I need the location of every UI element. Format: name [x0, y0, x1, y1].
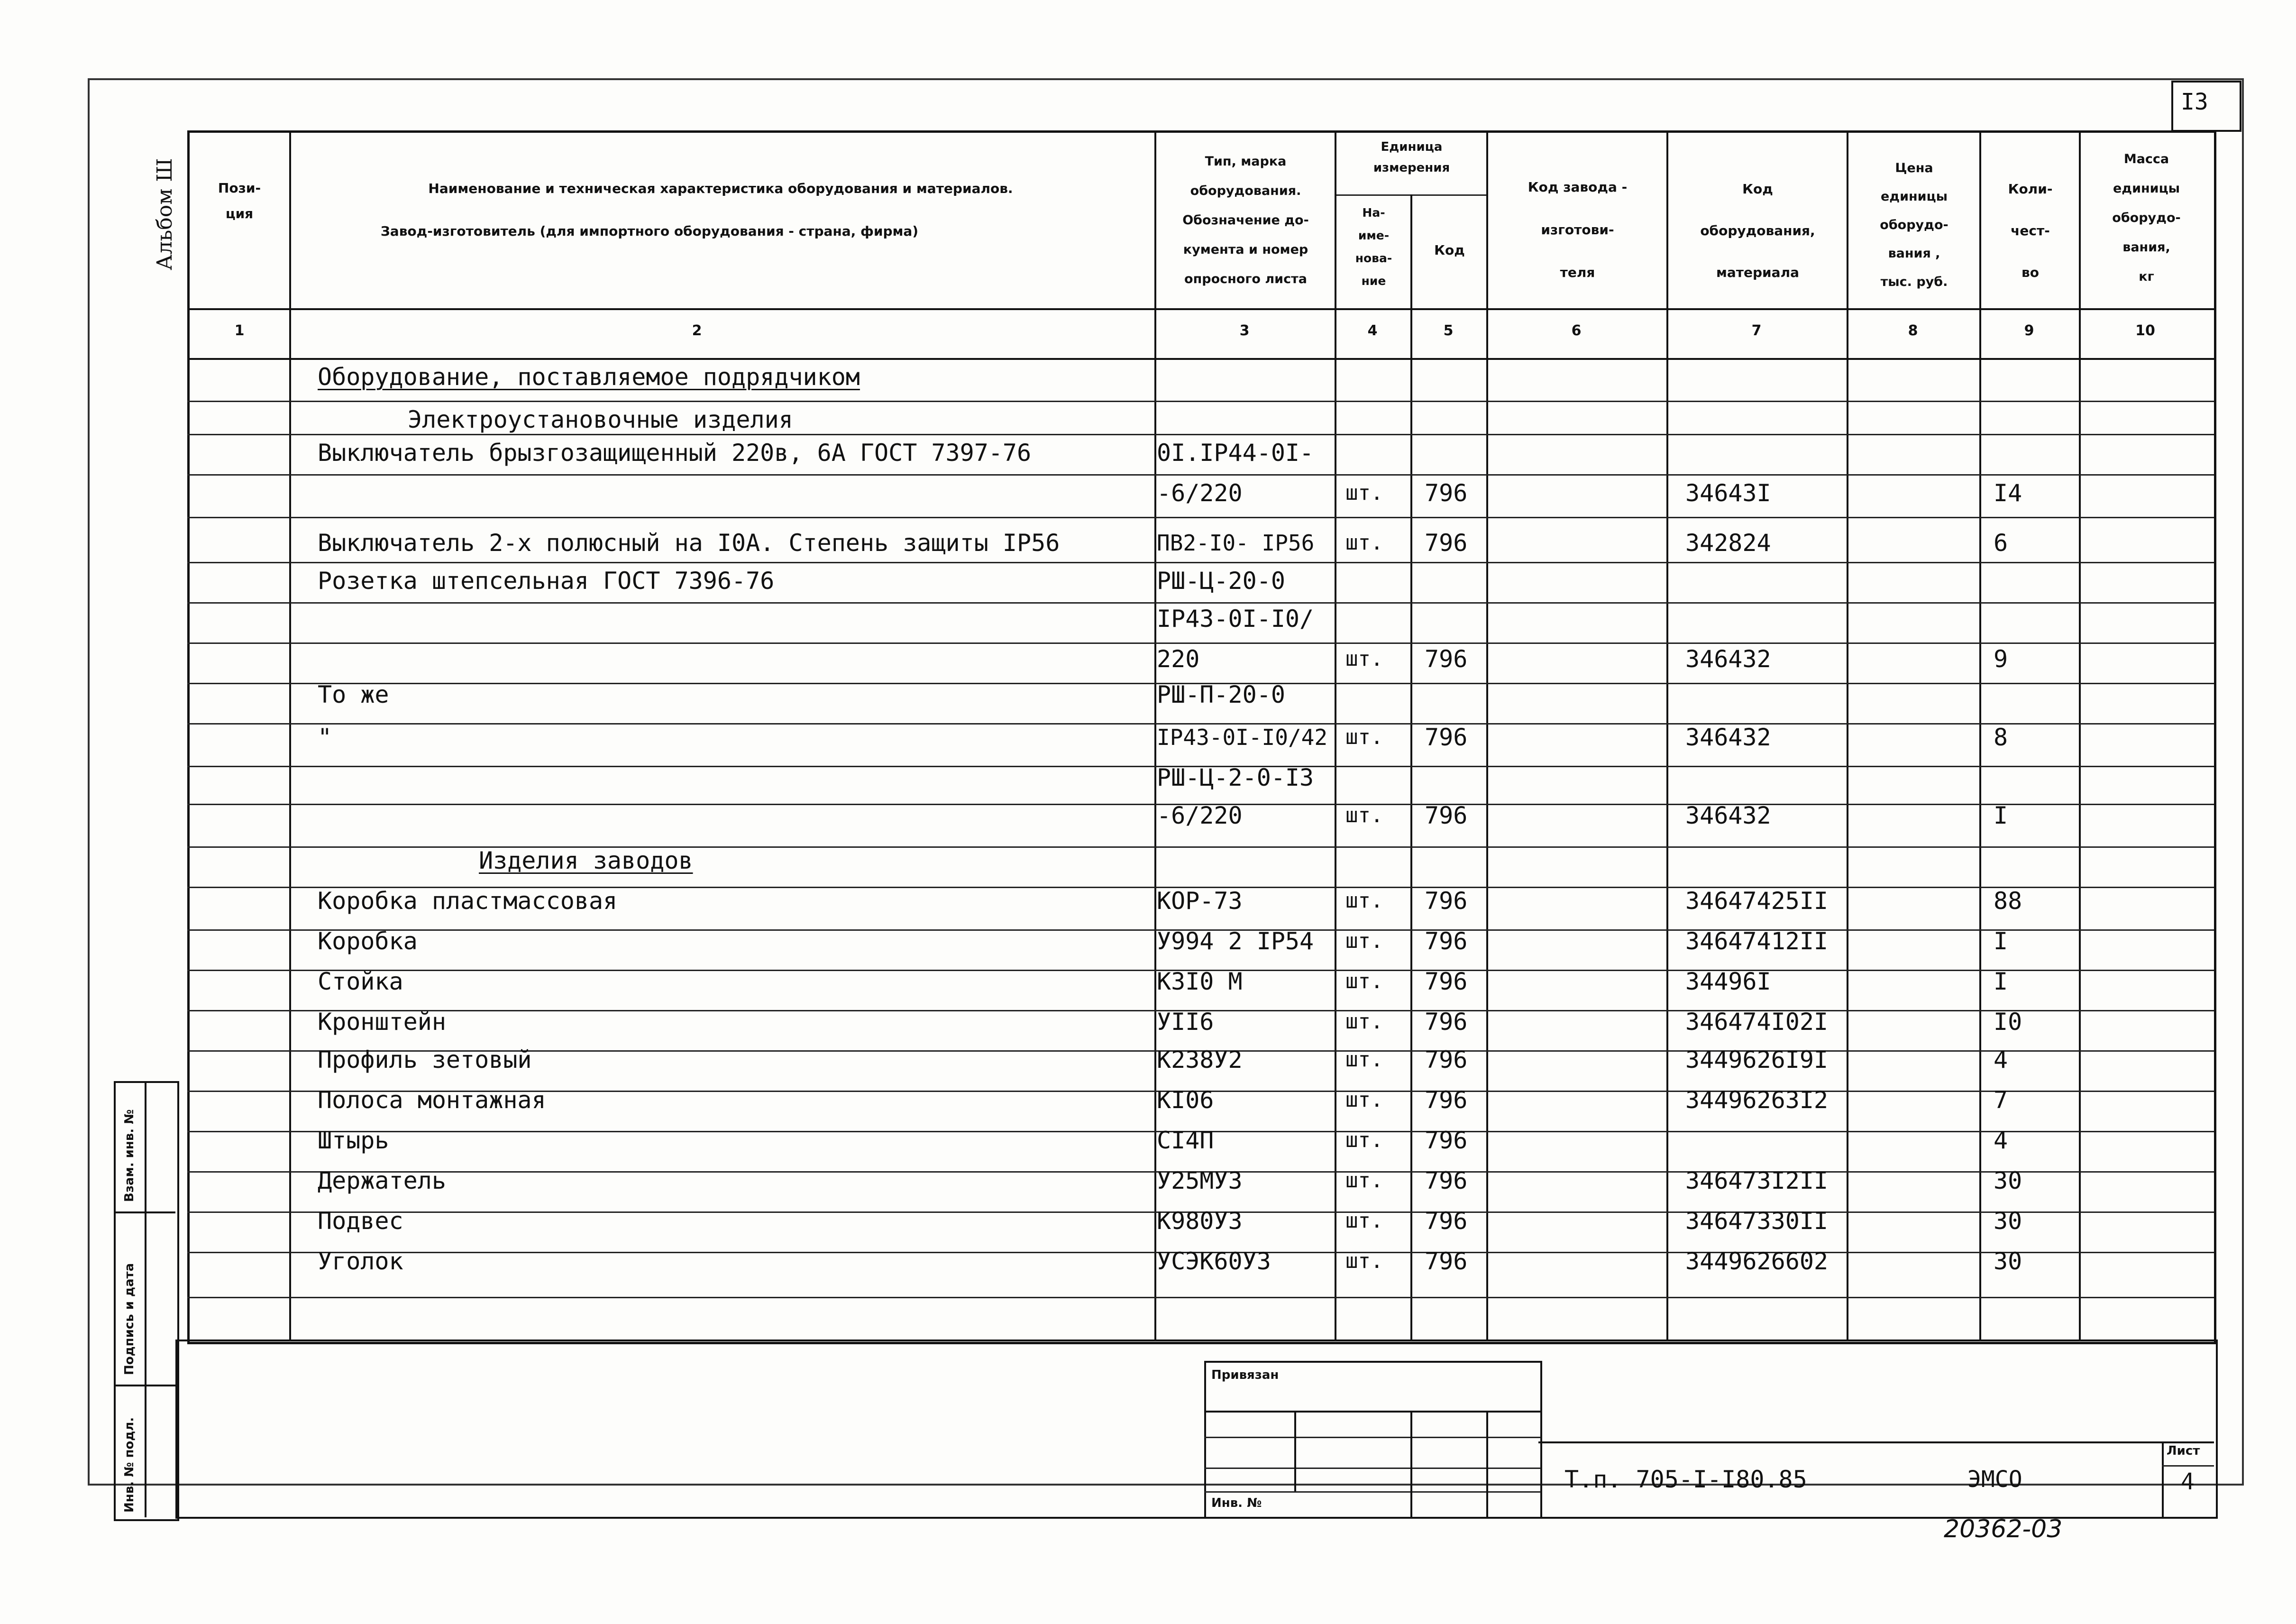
cell-qty: I4 [1994, 479, 2022, 507]
cell-qty: 9 [1994, 645, 2008, 673]
cell-qty: 8 [1994, 724, 2008, 751]
stamp-col-3 [1486, 1411, 1488, 1517]
colnum-6: 6 [1571, 322, 1582, 339]
cell-unit: шт. [1345, 803, 1383, 827]
cell-name: Коробка пластмассовая [318, 887, 618, 915]
cell-unit: шт. [1345, 1168, 1383, 1193]
cell-type: РШ-Ц-2-0-I3 [1157, 764, 1314, 791]
col-line-3 [1335, 130, 1336, 1340]
col-line-9 [2079, 130, 2081, 1340]
cell-code: 796 [1425, 479, 1468, 507]
cell-type: К3I0 М [1157, 968, 1243, 995]
cell-material: 342824 [1685, 529, 1771, 557]
cell-type: -6/220 [1157, 479, 1243, 507]
cell-material: 34496I [1685, 968, 1771, 995]
cell-material: 3449626I9I [1685, 1046, 1829, 1073]
cell-qty: 30 [1994, 1167, 2022, 1194]
side-stamp-divider [145, 1081, 146, 1517]
inv-no-label: Инв. № [1211, 1496, 1262, 1510]
side-label-vzam: Взам. инв. № [122, 1109, 137, 1202]
sheet-value: 4 [2181, 1468, 2195, 1495]
row-divider [187, 562, 2214, 563]
cell-code: 796 [1425, 529, 1468, 557]
cell-code: 796 [1425, 1008, 1468, 1036]
sheet-label: Лист [2167, 1444, 2200, 1458]
cell-qty: I [1994, 927, 2008, 955]
row-divider [187, 401, 2214, 402]
cell-code: 796 [1425, 1127, 1468, 1154]
cell-unit: шт. [1345, 889, 1383, 913]
cell-type: 0I.IP44-0I- [1157, 439, 1314, 467]
cell-qty: 30 [1994, 1207, 2022, 1235]
cell-code: 796 [1425, 645, 1468, 673]
cell-type: ПВ2-I0- IP56 [1157, 530, 1315, 556]
cell-type: РШ-Ц-20-0 [1157, 567, 1285, 595]
cell-unit: шт. [1345, 969, 1383, 993]
cell-name: Стойка [318, 968, 403, 995]
header-name-line2: Завод-изготовитель (для импортного оборудования - страна, фирма) [380, 223, 919, 239]
cell-name: Держатель [318, 1167, 446, 1194]
stamp-col-1 [1294, 1411, 1296, 1491]
cell-unit: шт. [1345, 1249, 1383, 1273]
header-position: Пози- ция [218, 180, 261, 221]
colnum-8: 8 [1908, 322, 1918, 339]
cell-type: К980У3 [1157, 1207, 1243, 1235]
stamp-row-1 [1204, 1411, 1541, 1413]
side-label-inv-podl: Инв. № подл. [122, 1417, 137, 1513]
sheet-box-divider [2162, 1441, 2164, 1517]
side-stamp-line-1 [114, 1211, 175, 1213]
cell-type: КI06 [1157, 1086, 1214, 1114]
cell-name: Розетка штепсельная ГОСТ 7396-76 [318, 567, 775, 595]
cell-name: Подвес [318, 1207, 403, 1235]
cell-material: 34647425II [1685, 887, 1829, 915]
cell-material: 34643I [1685, 479, 1771, 507]
row-divider [187, 642, 2214, 644]
cell-name: " [318, 724, 332, 751]
stamp-row-2 [1204, 1437, 1541, 1438]
header-factory-code: Код завода - изготови- теля [1528, 179, 1628, 280]
cell-name: Штырь [318, 1127, 389, 1154]
privyazan-label: Привязан [1211, 1368, 1279, 1382]
cell-material: 346432 [1685, 645, 1771, 673]
colnum-1: 1 [234, 322, 245, 339]
cell-type: РШ-П-20-0 [1157, 681, 1285, 708]
cell-unit: шт. [1345, 531, 1383, 555]
cell-qty: I [1994, 968, 2008, 995]
side-stamp-line-2 [114, 1385, 175, 1386]
cell-unit: шт. [1345, 1209, 1383, 1233]
cell-type: К238У2 [1157, 1046, 1243, 1073]
cell-code: 796 [1425, 1046, 1468, 1073]
cell-unit: шт. [1345, 1088, 1383, 1112]
cell-material: 346473I2II [1685, 1167, 1829, 1194]
colnum-9: 9 [2024, 322, 2034, 339]
cell-name: Электроустановочные изделия [408, 406, 793, 433]
cell-qty: 4 [1994, 1046, 2008, 1073]
row-divider [187, 517, 2214, 518]
cell-unit: шт. [1345, 1128, 1383, 1152]
cell-code: 796 [1425, 887, 1468, 915]
cell-type: IP43-0I-I0/42 [1157, 725, 1328, 750]
colnum-5: 5 [1443, 322, 1454, 339]
cell-code: 796 [1425, 1167, 1468, 1194]
footer-number: 20362-03 [1944, 1515, 2063, 1543]
cell-type: УII6 [1157, 1008, 1214, 1036]
row-divider [187, 434, 2214, 435]
col-line-7 [1847, 130, 1848, 1340]
cell-unit: шт. [1345, 1009, 1383, 1034]
header-unit-code: Код [1434, 242, 1465, 258]
stamp-row-3 [1204, 1468, 1541, 1469]
cell-qty: I [1994, 802, 2008, 829]
cell-material: 3449626602 [1685, 1248, 1829, 1275]
cell-type: КОР-73 [1157, 887, 1243, 915]
cell-type: У994 2 IP54 [1157, 927, 1314, 955]
colnum-3: 3 [1239, 322, 1250, 339]
header-unit-name: На- име- нова- ние [1355, 206, 1392, 288]
colnum-10: 10 [2135, 322, 2155, 339]
designation: Т.п. 705-I-I80.85 [1564, 1466, 1807, 1493]
cell-type: 220 [1157, 645, 1200, 673]
cell-unit: шт. [1345, 725, 1383, 749]
cell-type: IP43-0I-I0/ [1157, 605, 1314, 633]
cell-type: СI4П [1157, 1127, 1214, 1154]
cell-type: УСЭК60У3 [1157, 1248, 1271, 1275]
cell-name: Оборудование, поставляемое подрядчиком [318, 363, 860, 391]
cell-name: Выключатель 2-х полюсный на I0А. Степень защиты IP56 [318, 529, 1060, 557]
cell-unit: шт. [1345, 647, 1383, 671]
colnum-7: 7 [1751, 322, 1762, 339]
cell-qty: 4 [1994, 1127, 2008, 1154]
cell-code: 796 [1425, 927, 1468, 955]
col-line-2 [1154, 130, 1156, 1340]
col-line-5 [1486, 130, 1488, 1340]
cell-name: Выключатель брызгозащищенный 220в, 6А ГОСТ 7397-76 [318, 439, 1032, 467]
header-material-code: Код оборудования, материала [1700, 181, 1815, 280]
cell-material: 34496263I2 [1685, 1086, 1829, 1114]
cell-name: Полоса монтажная [318, 1086, 546, 1114]
col-line-6 [1666, 130, 1668, 1340]
cell-qty: 6 [1994, 529, 2008, 557]
header-type: Тип, марка оборудования. Обозначение до- кумента и номер опросного листа [1182, 154, 1309, 286]
cell-type: -6/220 [1157, 802, 1243, 829]
cell-code: 796 [1425, 1086, 1468, 1114]
cell-qty: I0 [1994, 1008, 2022, 1036]
cell-material: 34647330II [1685, 1207, 1829, 1235]
col-line-1 [289, 130, 291, 1340]
sheet-box-line [2162, 1465, 2214, 1467]
row-divider [187, 1297, 2214, 1298]
header-name-line1: Наименование и техническая характеристика оборудования и материалов. [428, 181, 1013, 196]
colnum-4: 4 [1367, 322, 1378, 339]
row-divider [187, 474, 2214, 476]
designation-line [1538, 1441, 2214, 1443]
cell-name: Профиль зетовый [318, 1046, 532, 1073]
header-price: Цена единицы оборудо- вания , тыс. руб. [1880, 161, 1948, 289]
album-label: Альбом Ш [153, 158, 177, 270]
cell-code: 796 [1425, 802, 1468, 829]
header-unit-group: Единица измерения [1373, 140, 1450, 175]
stamp-col-2 [1410, 1411, 1412, 1517]
cell-code: 796 [1425, 1248, 1468, 1275]
cell-code: 796 [1425, 968, 1468, 995]
cell-qty: 30 [1994, 1248, 2022, 1275]
header-bottom-line [187, 308, 2214, 310]
cell-unit: шт. [1345, 1047, 1383, 1072]
row-divider [187, 602, 2214, 604]
cell-material: 346474I02I [1685, 1008, 1829, 1036]
cell-unit: шт. [1345, 929, 1383, 953]
cell-name: Коробка [318, 927, 418, 955]
cell-type: У25МУ3 [1157, 1167, 1243, 1194]
colnum-bottom-line [187, 358, 2214, 360]
section-code: ЭМСО [1967, 1466, 2022, 1493]
cell-material: 346432 [1685, 802, 1771, 829]
sheet-number: I3 [2181, 89, 2208, 115]
cell-unit: шт. [1345, 481, 1383, 505]
cell-qty: 7 [1994, 1086, 2008, 1114]
cell-material: 346432 [1685, 724, 1771, 751]
cell-name: То же [318, 681, 389, 708]
cell-name: Кронштейн [318, 1008, 446, 1036]
cell-qty: 88 [1994, 887, 2022, 915]
cell-material: 34647412II [1685, 927, 1829, 955]
side-label-podpis: Подпись и дата [122, 1263, 137, 1375]
header-quantity: Коли- чест- во [2008, 181, 2053, 280]
bottom-stamp-frame [175, 1340, 2218, 1519]
cell-code: 796 [1425, 724, 1468, 751]
cell-code: 796 [1425, 1207, 1468, 1235]
colnum-2: 2 [692, 322, 702, 339]
header-mass: Масса единицы оборудо- вания, кг [2112, 152, 2181, 284]
cell-name: Уголок [318, 1248, 403, 1275]
cell-name: Изделия заводов [479, 847, 693, 874]
col-line-8 [1979, 130, 1981, 1340]
